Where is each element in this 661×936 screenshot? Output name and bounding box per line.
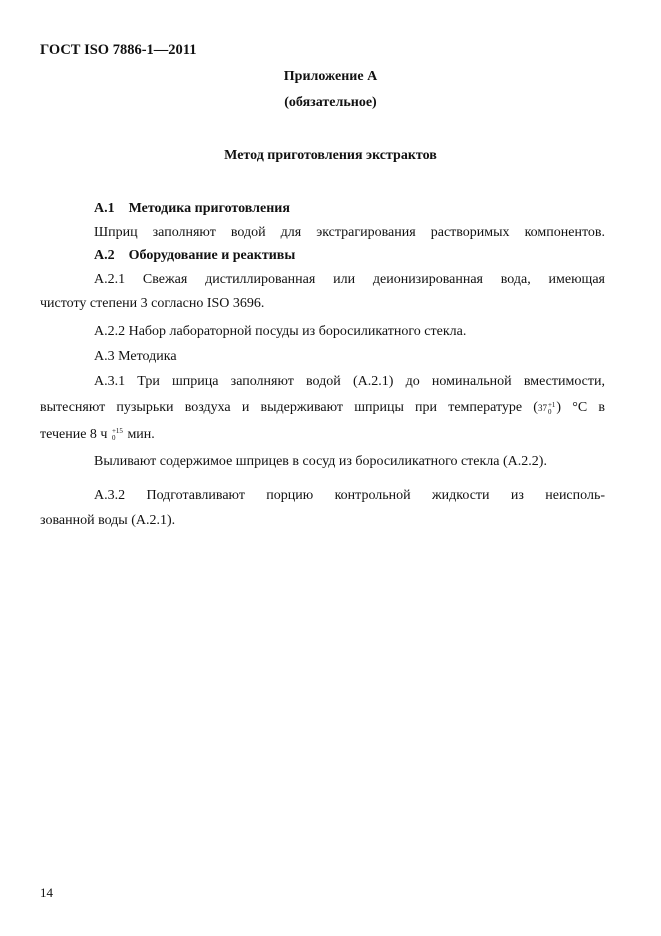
annex-title: Приложение А: [283, 69, 378, 84]
section-a31-line3: [40, 427, 155, 443]
time-tolerance: [112, 428, 123, 442]
annex-status: (обязательное): [284, 95, 377, 110]
temperature-tolerance-lower: 0: [547, 407, 552, 416]
section-a2-heading: [94, 248, 295, 264]
page-number: 14: [40, 885, 53, 900]
section-a2-title: Оборудование и реактивы: [128, 248, 296, 263]
annex-heading: Метод приготовления экстрактов: [224, 148, 437, 163]
section-a2-number: А.2: [94, 248, 115, 263]
standard-designation: ГОСТ ISO 7886-1—2011: [40, 42, 197, 58]
section-a1-heading: [94, 201, 290, 217]
section-a31-line1: А.3.1 Три шприца заполняют водой (А.2.1) до номинальной вместимости,: [94, 374, 605, 389]
section-a22-text: А.2.2 Набор лабораторной посуды из боросиликатного стекла.: [94, 324, 467, 339]
section-a21-line1: А.2.1 Свежая дистиллированная или деионизированная вода, имеющая: [94, 272, 605, 287]
a31-line2-tail: ) °С в: [556, 400, 605, 415]
temperature-base: 37: [537, 403, 547, 413]
a31-line3-text: течение 8 ч: [40, 427, 108, 442]
time-tolerance-upper: +15: [111, 426, 123, 435]
a31-line3-tail: мин.: [127, 427, 155, 442]
section-a1-title: Методика приготовления: [128, 201, 290, 216]
section-a31-line2: [40, 400, 605, 416]
section-a3-heading: А.3 Методика: [94, 349, 177, 364]
section-a32-line1: А.3.2 Подготавливают порцию контрольной жидкости из неисполь-: [94, 488, 605, 503]
a31-line2-text: вытесняют пузырьки воздуха и выдерживают шприцы при температуре (: [40, 400, 538, 415]
section-a31-pour-text: Выливают содержимое шприцев в сосуд из боросиликатного стекла (А.2.2).: [94, 454, 547, 469]
temperature-value: [537, 400, 556, 416]
time-tolerance-lower: 0: [111, 433, 116, 442]
section-a21-line2: чистоту степени 3 согласно ISO 3696.: [40, 296, 265, 311]
temperature-tolerance: [548, 402, 555, 416]
section-a1-number: А.1: [94, 201, 115, 216]
section-a1-text: Шприц заполняют водой для экстрагирования растворимых компонентов.: [94, 225, 605, 240]
temperature-tolerance-upper: +1: [547, 400, 556, 409]
section-a32-line2: зованной воды (А.2.1).: [40, 513, 176, 528]
